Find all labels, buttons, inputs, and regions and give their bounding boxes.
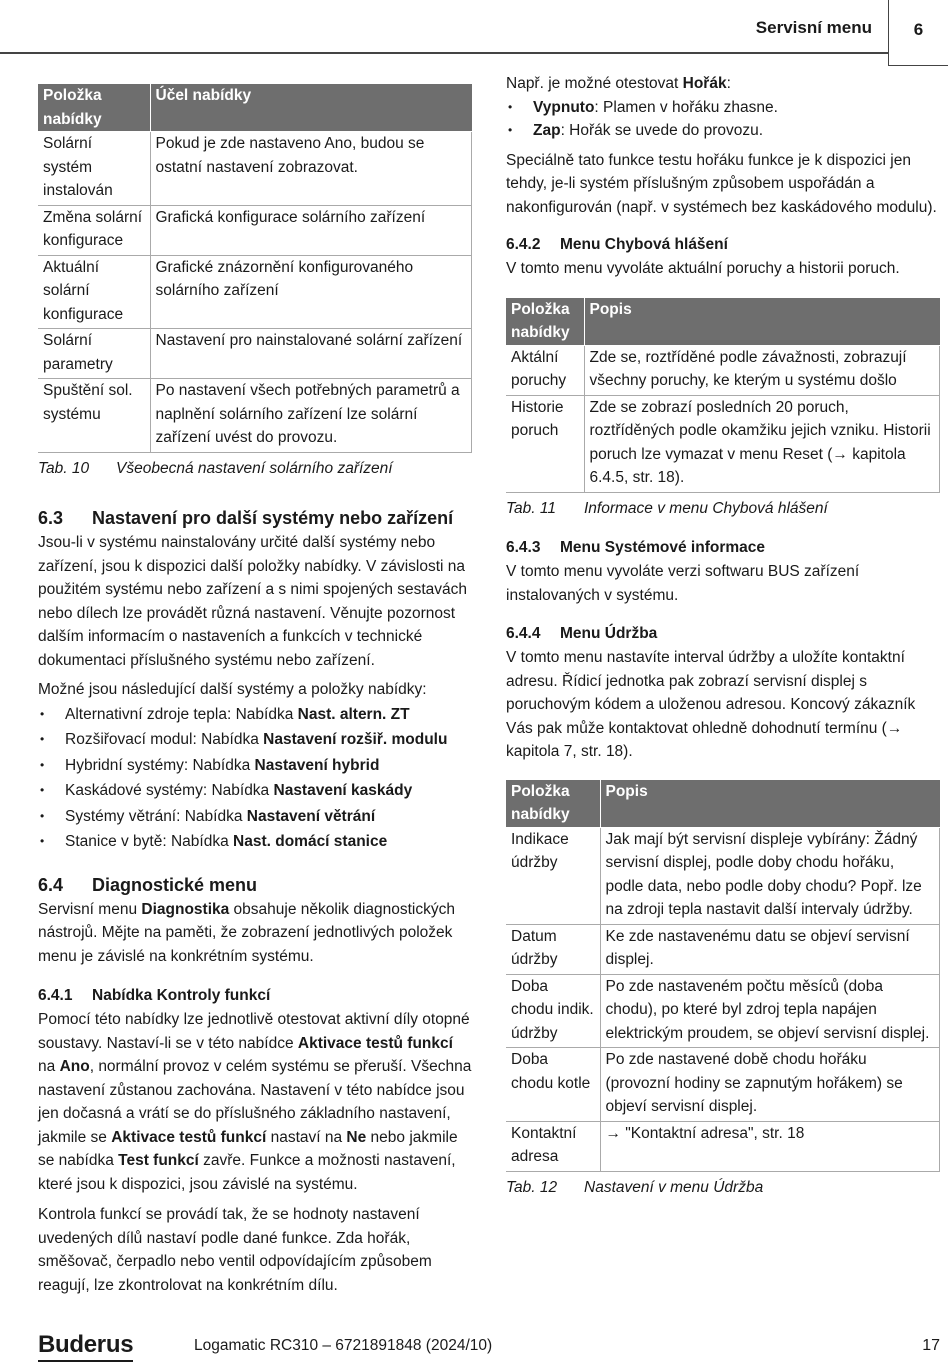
- table-cell-desc: Po zde nastavené době chodu hořáku (provozní hodiny se zapnutým hořákem) se objeví servisní displej.: [600, 1048, 940, 1122]
- table-cell-item: Změna solární konfigurace: [38, 205, 150, 255]
- logo-underline: [38, 1360, 133, 1362]
- table-cell-item: Solární systém instalován: [38, 132, 150, 206]
- table-cell-item: Datum údržby: [506, 924, 600, 974]
- table-12: [506, 780, 940, 1172]
- heading-title: Menu Chybová hlášení: [560, 236, 728, 253]
- caption-text: Nastavení v menu Údržba: [584, 1178, 764, 1196]
- table-row: [506, 924, 940, 974]
- table-cell-desc: Ke zde nastavenému datu se objeví servisní displej.: [600, 924, 940, 974]
- heading-number: 6.3: [38, 508, 64, 528]
- paragraph: Servisní menu Diagnostika obsahuje několik diagnostických nástrojů. Mějte na paměti, že zobrazení jednotlivých položek menu je závislé na konkrétním systému.: [38, 900, 455, 965]
- heading-title: Diagnostické menu: [92, 874, 258, 895]
- bullet-list: [38, 703, 472, 854]
- subsection-heading: [38, 984, 472, 1008]
- table-row: [38, 132, 472, 206]
- table-row: [38, 255, 472, 329]
- table-row: [38, 205, 472, 255]
- table-row: [506, 345, 940, 395]
- table-cell-item: Indikace údržby: [506, 827, 600, 924]
- caption-number: Tab. 11: [506, 499, 556, 517]
- table-row: [506, 395, 940, 492]
- list-item: • Stanice v bytě: Nabídka Nast. domácí stanice: [38, 830, 472, 854]
- heading-title: Nastavení pro další systémy nebo zařízení: [92, 508, 454, 528]
- brand-logo: Buderus: [38, 1330, 133, 1360]
- subsection-heading: [506, 233, 940, 257]
- document-id: Logamatic RC310 – 6721891848 (2024/10): [194, 1337, 493, 1354]
- table-cell-item: Aktuální solární konfigurace: [38, 255, 150, 329]
- table-cell-item: Aktální poruchy: [506, 345, 584, 395]
- left-column: [38, 84, 472, 1297]
- table-header-cell: Položka nabídky: [38, 84, 150, 132]
- heading-number: 6.4.1: [38, 987, 73, 1004]
- table-row: [506, 1121, 940, 1171]
- subsection-heading: [506, 536, 940, 560]
- caption-number: Tab. 12: [506, 1178, 558, 1196]
- table-caption: [506, 497, 940, 521]
- heading-number: 6.4.3: [506, 539, 541, 556]
- right-column: [506, 72, 940, 1199]
- heading-title: Menu Systémové informace: [560, 539, 766, 556]
- table-cell-desc: Grafické znázornění konfigurovaného solárního zařízení: [150, 255, 472, 329]
- table-row: [506, 1048, 940, 1122]
- table-cell-desc: Nastavení pro nainstalované solární zařízení: [150, 329, 472, 379]
- table-cell-desc: Pokud je zde nastaveno Ano, budou se ostatní nastavení zobrazovat.: [150, 132, 472, 206]
- heading-number: 6.4.4: [506, 625, 541, 642]
- list-item: • Hybridní systémy: Nabídka Nastavení hybrid: [38, 754, 472, 778]
- section-heading: [38, 872, 472, 898]
- table-caption: [506, 1176, 940, 1200]
- caption-number: Tab. 10: [38, 459, 90, 477]
- table-11: [506, 298, 940, 493]
- table-header-cell: Popis: [600, 780, 940, 828]
- table-row: [506, 827, 940, 924]
- paragraph: Kontrola funkcí se provádí tak, že se hodnoty nastavení uvedených dílů nastaví podle dané funkce. Zda hořák, směšovač, čerpadlo nebo ventil odpovídajícím způsobem reagují, lze zkontrolovat na konkrétním dílu.: [38, 1206, 432, 1294]
- heading-title: Menu Údržba: [560, 625, 658, 642]
- table-10: [38, 84, 472, 453]
- chapter-number: 6: [888, 0, 948, 66]
- paragraph: Možné jsou následující další systémy a položky nabídky:: [38, 681, 427, 698]
- table-cell-desc: Zde se zobrazí posledních 20 poruch, roztříděných podle okamžiku jejich vzniku. Historii poruch lze vymazat v menu Reset (→ kapitola 6.4.5, str. 18).: [584, 395, 940, 492]
- table-header-cell: Položka nabídky: [506, 780, 600, 828]
- page-header: [0, 0, 950, 66]
- table-cell-item: Doba chodu kotle: [506, 1048, 600, 1122]
- table-cell-item: Doba chodu indik. údržby: [506, 974, 600, 1048]
- table-cell-desc: Grafická konfigurace solárního zařízení: [150, 205, 472, 255]
- paragraph: V tomto menu vyvoláte aktuální poruchy a historii poruch.: [506, 260, 900, 277]
- table-cell-desc: → "Kontaktní adresa", str. 18: [600, 1121, 940, 1171]
- header-rule: [0, 52, 888, 54]
- table-cell-item: Solární parametry: [38, 329, 150, 379]
- paragraph: Např. je možné otestovat Hořák:: [506, 75, 731, 92]
- table-cell-item: Spuštění sol. systému: [38, 379, 150, 453]
- subsection-heading: [506, 622, 940, 646]
- page-number: 17: [922, 1337, 940, 1354]
- page-footer: [38, 1330, 940, 1364]
- paragraph: V tomto menu vyvoláte verzi softwaru BUS zařízení instalovaných v systému.: [506, 563, 860, 604]
- paragraph: Speciálně tato funkce testu hořáku funkce je k dispozici jen tehdy, je-li systém příslušným způsobem uspořádán a nakonfigurován (např. v systémech bez kaskádového modulu).: [506, 151, 937, 216]
- paragraph: Jsou-li v systému nainstalovány určité další systémy nebo zařízení, jsou k dispozici další položky nabídky. V závislosti na použitém systému nebo zařízení a s nimi spojených sestavách nebo dílech lze provádět různá nastavení. Věnujte pozornost dalším informacím o nastaveních a funkcích v technické dokumentaci příslušného systému nebo zařízení.: [38, 534, 468, 669]
- heading-number: 6.4.2: [506, 236, 541, 253]
- table-caption: [38, 457, 472, 481]
- table-header-cell: Popis: [584, 298, 940, 346]
- section-title: Servisní menu: [755, 18, 872, 37]
- paragraph: V tomto menu nastavíte interval údržby a uložíte kontaktní adresu. Řídicí jednotka pak zobrazí servisní displej s poruchovým kódem a uloženou adresou. Koncový zákazník Vás pak může kontaktovat ohledně dohodnutí termínu (→ kapitola 7, str. 18).: [506, 649, 916, 760]
- list-item: • Alternativní zdroje tepla: Nabídka Nast. altern. ZT: [38, 703, 472, 727]
- table-cell-item: Kontaktní adresa: [506, 1121, 600, 1171]
- heading-number: 6.4: [38, 874, 64, 895]
- table-cell-desc: Po nastavení všech potřebných parametrů a naplnění solárního zařízení lze solární zařízení uvést do provozu.: [150, 379, 472, 453]
- caption-text: Informace v menu Chybová hlášení: [584, 499, 828, 517]
- list-item: • Kaskádové systémy: Nabídka Nastavení kaskády: [38, 779, 472, 803]
- table-cell-desc: Zde se, roztříděné podle závažnosti, zobrazují všechny poruchy, ke kterým u systému došlo: [584, 345, 940, 395]
- table-row: [38, 329, 472, 379]
- table-cell-desc: Po zde nastaveném počtu měsíců (doba chodu), po které byl zdroj tepla napájen elektrickým proudem, se objeví servisní displej.: [600, 974, 940, 1048]
- heading-title: Nabídka Kontroly funkcí: [92, 987, 271, 1004]
- table-row: [506, 974, 940, 1048]
- section-heading: [38, 505, 472, 531]
- list-item: • Rozšiřovací modul: Nabídka Nastavení rozšiř. modulu: [38, 728, 472, 752]
- paragraph: Pomocí této nabídky lze jednotlivě otestovat aktivní díly otopné soustavy. Nastaví-li se v této nabídce Aktivace testů funkcí na Ano, normální provoz v celém systému se přeruší. Všechna nastavení zůstanou zachována. Nastavení v této nabídce jsou jen dočasná a vrátí se do příslušného základního nastavení, jakmile se Aktivace testů funkcí nastaví na Ne nebo jakmile se nabídka Test funkcí zavře. Funkce a možnosti nastavení, které jsou k dispozici, jsou závislé na systému.: [38, 1011, 472, 1193]
- table-header-row: [506, 298, 940, 346]
- caption-text: Všeobecná nastavení solárního zařízení: [116, 459, 393, 477]
- bullet-list: [506, 96, 940, 143]
- list-item: • Systémy větrání: Nabídka Nastavení větrání: [38, 805, 472, 829]
- table-cell-desc: Jak mají být servisní displeje vybírány: Žádný servisní displej, podle doby chodu hořáku, podle data, nebo podle doby chodu? Popř. lze na zdroji tepla nastavit další intervaly údržby.: [600, 827, 940, 924]
- list-item: • Zap: Hořák se uvede do provozu.: [506, 119, 940, 143]
- table-header-cell: Účel nabídky: [150, 84, 472, 132]
- table-header-row: [38, 84, 472, 132]
- table-header-cell: Položka nabídky: [506, 298, 584, 346]
- list-item: • Vypnuto: Plamen v hořáku zhasne.: [506, 96, 940, 120]
- table-cell-item: Historie poruch: [506, 395, 584, 492]
- table-header-row: [506, 780, 940, 828]
- table-row: [38, 379, 472, 453]
